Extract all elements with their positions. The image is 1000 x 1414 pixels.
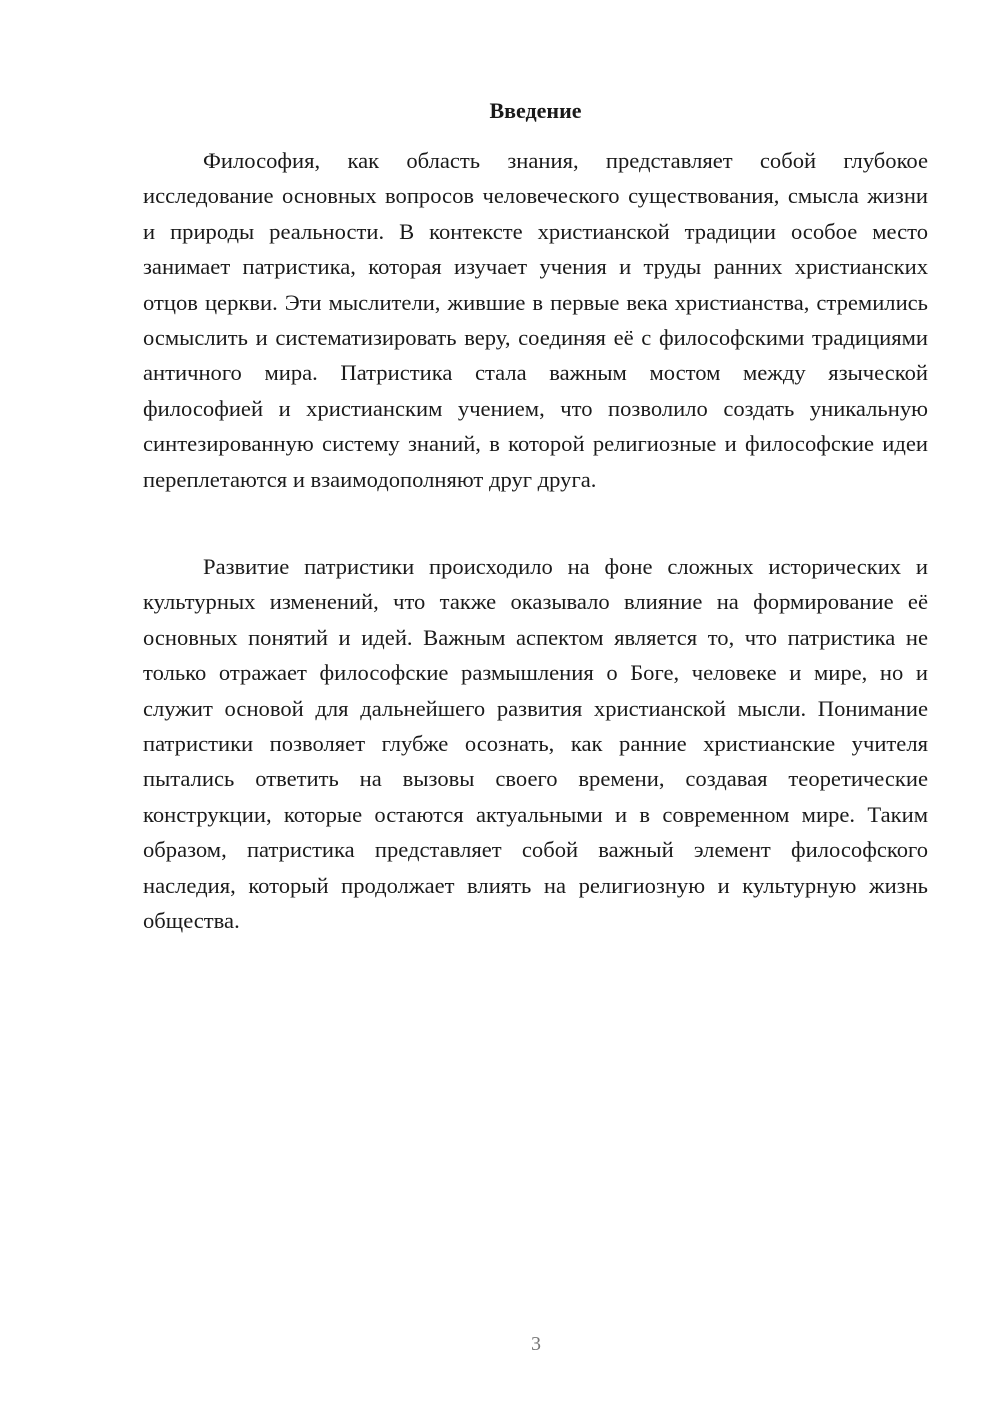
body-paragraph-1: Философия, как область знания, представляет собой глубокое исследование основных вопросов человеческого существования, смысла жизни и природы реальности. В контексте христианской традиции особое место занимает патристика, которая изучает учения и труды ранних христианских отцов церкви. Эти мыслители, жившие в первые века христианства, стремились осмыслить и систематизировать веру, соединяя её с философскими традициями античного мира. Патристика стала важным мостом между языческой философией и христианским учением, что позволило создать уникальную синтезированную систему знаний, в которой религиозные и философские идеи переплетаются и взаимодополняют друг друга. [143, 148, 928, 492]
body-paragraph-2: Развитие патристики происходило на фоне сложных исторических и культурных изменений, что также оказывало влияние на формирование её основных понятий и идей. Важным аспектом является то, что патристика не только отражает философские размышления о Боге, человеке и мире, но и служит основой для дальнейшего развития христианской мысли. Понимание патристики позволяет глубже осознать, как ранние христианские учителя пытались ответить на вызовы своего времени, создавая теоретические конструкции, которые остаются актуальными и в современном мире. Таким образом, патристика представляет собой важный элемент философского наследия, который продолжает влиять на религиозную и культурную жизнь общества. [143, 554, 928, 934]
section-heading: Введение [489, 98, 582, 123]
page-number: 3 [531, 1333, 541, 1355]
